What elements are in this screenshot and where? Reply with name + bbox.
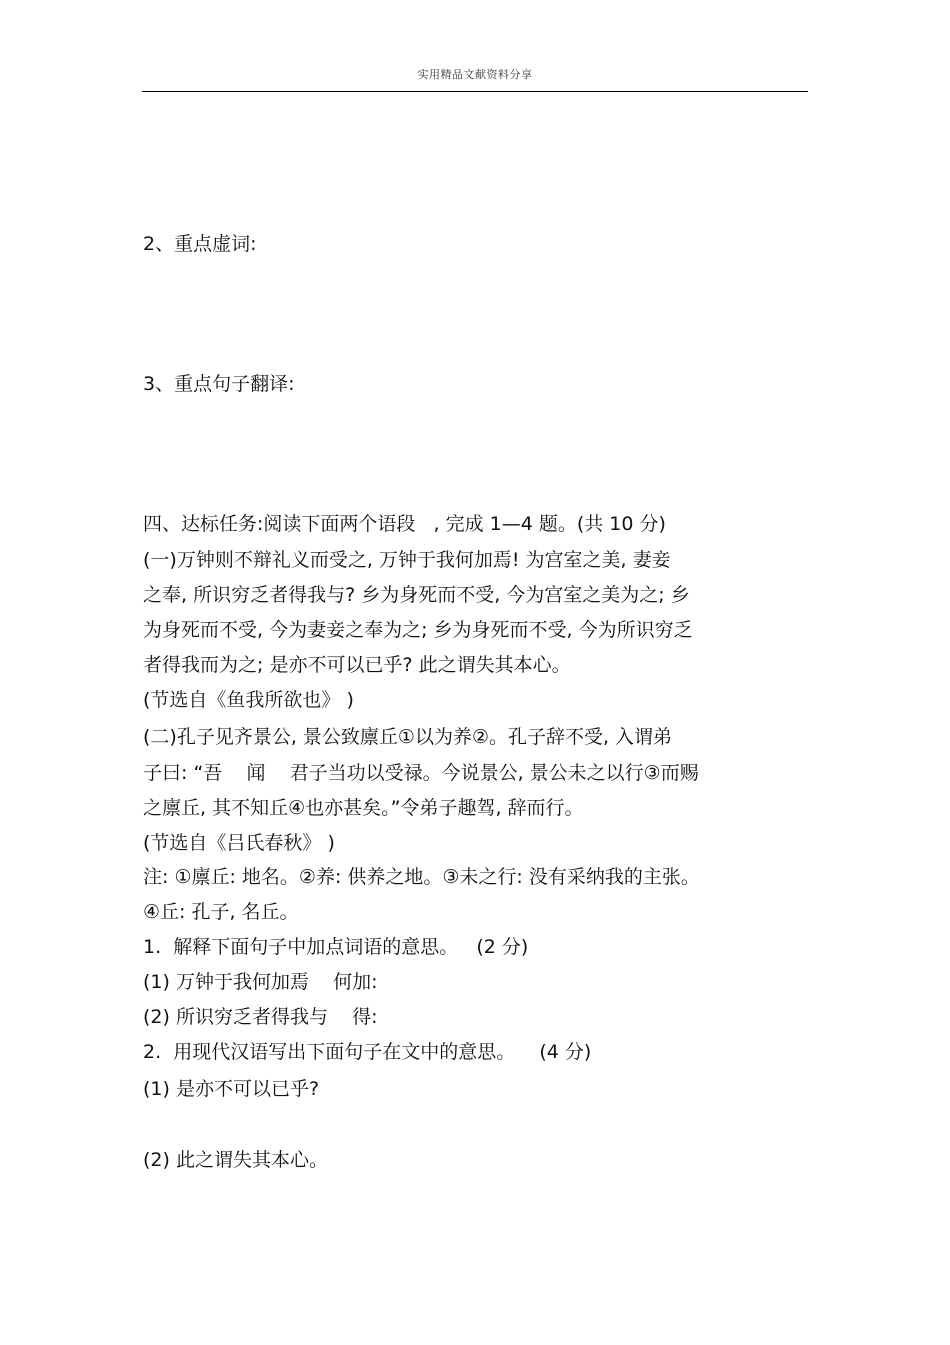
header-divider: [142, 91, 808, 92]
question-1-prompt: 1. 解释下面句子中加点词语的意思。 (2 分): [143, 936, 529, 958]
passage2-line: (二)孔子见齐景公, 景公致廪丘①以为养②。孔子辞不受, 入谓弟: [143, 726, 673, 748]
passage1-line: 之奉, 所识穷乏者得我与? 乡为身死而不受, 今为宫室之美为之; 乡: [143, 584, 690, 606]
passage1-line: 为身死而不受, 今为妻妾之奉为之; 乡为身死而不受, 今为所识穷乏: [143, 619, 693, 641]
question-1-item: (2) 所识穷乏者得我与 得:: [143, 1006, 378, 1028]
passage1-source: (节选自《鱼我所欲也》 ): [143, 689, 354, 711]
question-2-item: (2) 此之谓失其本心。: [143, 1149, 328, 1171]
section-heading-sentence-translation: 3、重点句子翻译:: [143, 373, 295, 395]
passage2-line: 子曰: “吾 闻 君子当功以受禄。今说景公, 景公未之以行③而赐: [143, 762, 699, 784]
task-heading: 四、达标任务:阅读下面两个语段 , 完成 1—4 题。(共 10 分): [143, 513, 666, 535]
notes-line: ④丘: 孔子, 名丘。: [143, 901, 299, 923]
passage2-line: 之廪丘, 其不知丘④也亦甚矣。”令弟子趣驾, 辞而行。: [143, 797, 584, 819]
question-2-item: (1) 是亦不可以已乎?: [143, 1078, 320, 1100]
passage1-line: 者得我而为之; 是亦不可以已乎? 此之谓失其本心。: [143, 654, 571, 676]
page-header: 实用精品文献资料分享: [417, 68, 533, 81]
notes-line: 注: ①廪丘: 地名。②养: 供养之地。③未之行: 没有采纳我的主张。: [143, 866, 700, 888]
passage2-source: (节选自《吕氏春秋》 ): [143, 832, 335, 854]
section-heading-function-words: 2、重点虚词:: [143, 233, 257, 255]
question-2-prompt: 2. 用现代汉语写出下面句子在文中的意思。 (4 分): [143, 1041, 592, 1063]
question-1-item: (1) 万钟于我何加焉 何加:: [143, 971, 378, 993]
passage1-line: (一)万钟则不辩礼义而受之, 万钟于我何加焉! 为宫室之美, 妻妾: [143, 549, 671, 571]
